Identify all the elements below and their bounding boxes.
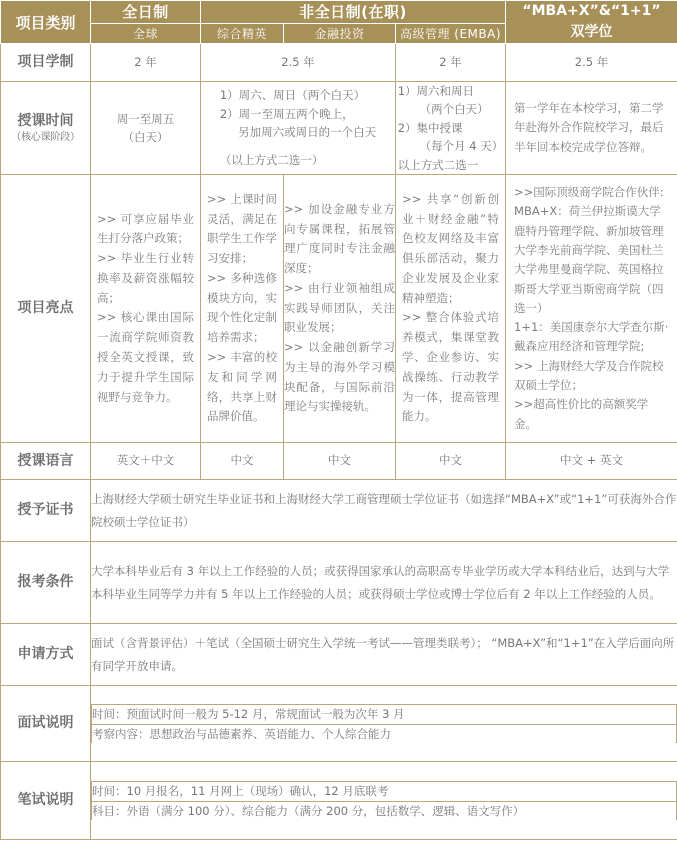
duration-emba: 2 年	[396, 44, 506, 82]
list-item: 1）周六、周日（两个白天）	[219, 88, 366, 103]
table-row	[92, 801, 677, 820]
teaching-time-emba-note: 以上方式二选一	[397, 157, 479, 172]
written-exam-subtable	[91, 781, 677, 820]
table-row-teaching-time	[1, 82, 677, 175]
header-sub-emba: 高级管理 (EMBA)	[396, 24, 506, 44]
highlights-dual: >>国际顶级商学院合作伙伴: MBA+X：荷兰伊拉斯谟大学鹿特丹管理学院、新加坡管理大学李光前商学院、美国杜兰大学弗里曼商学院、英国格拉斯哥大学亚当斯密商学院（四选一） 1+1：美国康奈尔大学查尔斯·戴森应用经济和管理学院; >> 上海财经大学及合作院校双硕士学位； >>超高性价比的高额奖学金。	[506, 174, 677, 442]
language-finance: 中文	[284, 443, 396, 480]
teaching-time-parttime	[201, 82, 396, 175]
interview-details	[91, 686, 677, 762]
row-label-requirements: 报考条件	[1, 542, 91, 624]
teaching-time-emba-list	[398, 82, 504, 174]
header-group-dual-degree	[506, 1, 677, 44]
table-row-written-exam	[1, 762, 677, 840]
language-global: 英文＋中文	[91, 443, 201, 480]
duration-dual: 2.5 年	[506, 44, 677, 82]
teaching-time-emba	[396, 82, 506, 175]
row-label-interview: 面试说明	[1, 686, 91, 762]
highlights-elite: >> 上课时间灵活，满足在职学生工作学习安排； >> 多种选修模块方向，实现个性化定制培养需求； >> 丰富的校友和同学网络，共享上财品牌价值。	[201, 174, 284, 442]
written-exam-details	[91, 762, 677, 840]
row-label-teaching-time-sub: （核心课阶段）	[11, 132, 80, 144]
highlights-global: >> 可享应届毕业生打分落户政策； >> 毕业生行业转换率及薪资涨幅较高； >> 核心课由国际一流商学院师资教授全英文授课，致力于提升学生国际视野与竞争力。	[91, 174, 201, 442]
header-row-primary	[1, 1, 677, 24]
interview-content: 考察内容：思想政治与品德素养、英语能力、个人综合能力	[92, 724, 677, 743]
application-text: 面试（含背景评估）＋笔试（全国硕士研究生入学统一考试——管理类联考）； “MBA+X”和“1+1”在入学后面向所有同学开放申请。	[91, 624, 677, 686]
header-category: 项目类别	[1, 1, 91, 44]
table-row-duration	[1, 44, 677, 82]
teaching-time-global	[91, 82, 201, 175]
requirements-text: 大学本科毕业后有 3 年以上工作经验的人员；或获得国家承认的高职高专毕业学历或大学本科结业后，达到与大学本科毕业生同等学力并有 5 年以上工作经验的人员；或获得硕士学位或博士学位后有 2 年以上工作经验的人员。	[91, 542, 677, 624]
header-group-parttime: 非全日制(在职)	[201, 1, 506, 24]
teaching-time-parttime-note: （以上方式二选一）	[219, 153, 324, 168]
list-item: 2）周一至周五两个晚上， 另加周六或周日的一个白天	[219, 106, 377, 139]
row-label-teaching-time	[1, 82, 91, 175]
table-row	[92, 782, 677, 801]
row-label-written-exam: 笔试说明	[1, 762, 91, 840]
teaching-time-parttime-list	[220, 86, 376, 170]
table-row-interview	[1, 686, 677, 762]
row-label-certificate: 授予证书	[1, 480, 91, 542]
header-sub-elite: 综合精英	[201, 24, 284, 44]
teaching-time-global-text: 周一至周五 （白天）	[116, 111, 175, 144]
row-label-duration: 项目学制	[1, 44, 91, 82]
duration-global: 2 年	[91, 44, 201, 82]
written-exam-time: 时间：10 月报名，11 月网上（现场）确认，12 月底联考	[92, 782, 677, 801]
header-sub-global: 全球	[91, 24, 201, 44]
row-label-language: 授课语言	[1, 443, 91, 480]
interview-subtable	[91, 704, 677, 743]
interview-time: 时间：预面试时间一般为 5-12 月，常规面试一般为次年 3 月	[92, 705, 677, 724]
table-row	[92, 705, 677, 724]
list-item: 1）周六和周日 （两个白天）	[397, 84, 489, 117]
table-row-language	[1, 443, 677, 480]
header-dual-degree-line1: “MBA+X”&“1+1”	[522, 3, 661, 19]
duration-parttime: 2.5 年	[201, 44, 396, 82]
header-group-fulltime: 全日制	[91, 1, 201, 24]
row-label-application: 申请方式	[1, 624, 91, 686]
language-elite: 中文	[201, 443, 284, 480]
table-row-highlights	[1, 174, 677, 442]
table-row-requirements	[1, 542, 677, 624]
highlights-finance: >> 加设金融专业方向专属课程，拓展管理广度同时专注金融深度； >> 由行业领袖组成实践导师团队，关注职业发展； >> 以金融创新学习为主导的海外学习模块配备，与国际前沿理论与实操接轨。	[284, 174, 396, 442]
row-label-teaching-time-main: 授课时间	[17, 112, 74, 129]
header-sub-finance: 金融投资	[284, 24, 396, 44]
highlights-emba: >> 共享“创新创业＋财经金融”特色校友网络及丰富俱乐部活动，聚力企业发展及企业家精神塑造； >> 整合体验式培养模式，集课堂教学、企业参访、实战操练、行动教学为一体，提高管理能力。	[396, 174, 506, 442]
row-label-highlights: 项目亮点	[1, 174, 91, 442]
language-dual: 中文 + 英文	[506, 443, 677, 480]
header-dual-degree-line2: 双学位	[570, 24, 613, 40]
teaching-time-dual: 第一学年在本校学习，第二学年赴海外合作院校学习，最后半年回本校完成学位答辩。	[506, 82, 677, 175]
written-exam-subjects: 科目：外语（满分 100 分）、综合能力（满分 200 分，包括数学、逻辑、语文写作）	[92, 801, 677, 820]
table-row-certificate	[1, 480, 677, 542]
list-item: 2）集中授课 （每个月 4 天）	[397, 120, 504, 154]
certificate-text: 上海财经大学硕士研究生毕业证书和上海财经大学工商管理硕士学位证书（如选择“MBA+X”或“1+1”可获海外合作院校硕士学位证书）	[91, 480, 677, 542]
language-emba: 中文	[396, 443, 506, 480]
table-row-application	[1, 624, 677, 686]
table-row	[92, 724, 677, 743]
